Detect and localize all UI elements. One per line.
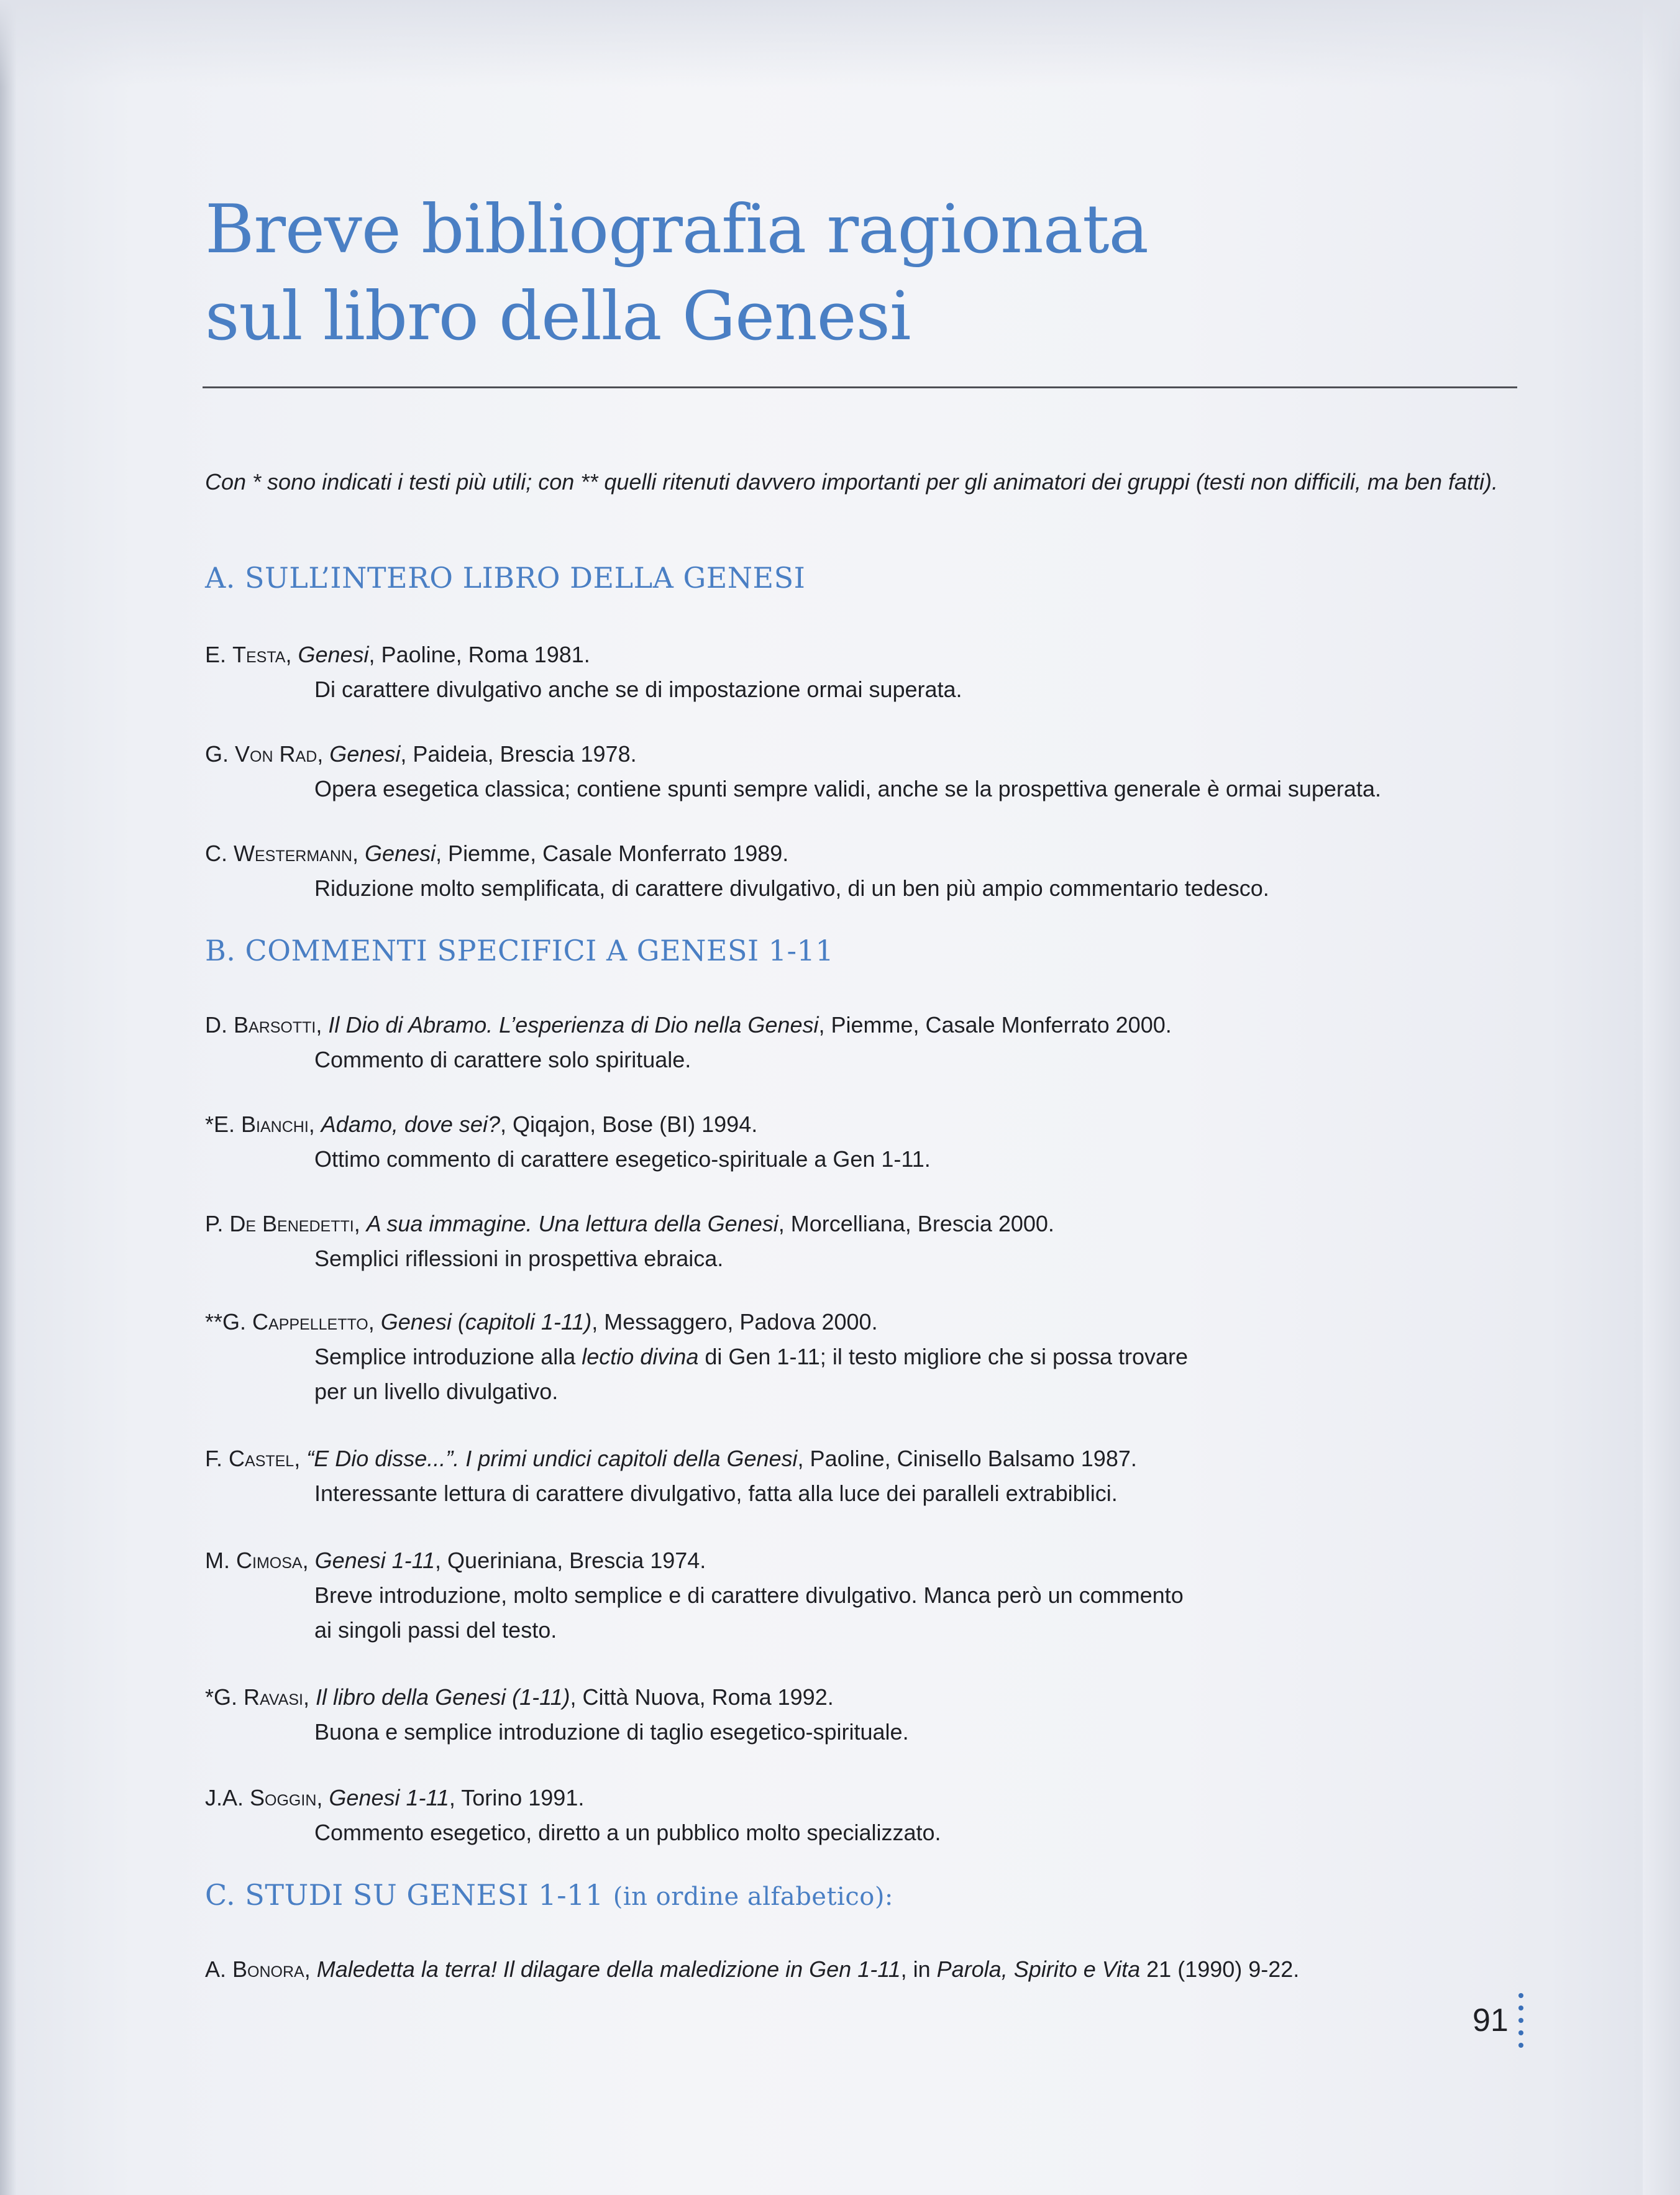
bib-citation: E. Testa, Genesi, Paoline, Roma 1981. (205, 642, 590, 667)
bib-entry-westermann (205, 836, 1528, 906)
bib-entry-bonora (205, 1952, 1528, 1987)
bib-citation: A. Bonora, Maledetta la terra! Il dilagare della maledizione in Gen 1-11, in Parola, Spirito e Vita 21 (1990) 9-22. (205, 1956, 1300, 1982)
bib-entry-ravasi (205, 1680, 1528, 1750)
author-surname: Soggin (250, 1785, 317, 1810)
work-title: Il libro della Genesi (1-11) (315, 1684, 570, 1710)
bib-annotation: Ottimo commento di carattere esegetico-spirituale a Gen 1-11. (314, 1146, 931, 1172)
work-title: Il Dio di Abramo. L’esperienza di Dio nella Genesi (328, 1012, 819, 1038)
bib-entry-barsotti (205, 1008, 1528, 1077)
bib-entry-castel (205, 1441, 1528, 1511)
bib-citation: C. Westermann, Genesi, Piemme, Casale Monferrato 1989. (205, 841, 789, 866)
bib-citation: P. De Benedetti, A sua immagine. Una lettura della Genesi, Morcelliana, Brescia 2000. (205, 1211, 1054, 1236)
author-surname: Cimosa (236, 1548, 303, 1573)
author-surname: Bianchi (241, 1111, 309, 1137)
author-surname: Barsotti (234, 1012, 316, 1038)
bib-annotation: Semplici riflessioni in prospettiva ebraica. (314, 1246, 724, 1271)
bib-citation: M. Cimosa, Genesi 1-11, Queriniana, Brescia 1974. (205, 1548, 706, 1573)
section-c-heading: C. STUDI SU GENESI 1-11 (in ordine alfabetico): (205, 1878, 893, 1912)
author-surname: Bonora (232, 1956, 304, 1982)
intro-note: Con * sono indicati i testi più utili; con ** quelli ritenuti davvero importanti per gli animatori dei gruppi (testi non difficili, ma ben fatti). (205, 469, 1499, 495)
bib-annotation: Breve introduzione, molto semplice e di carattere divulgativo. Manca però un commento (314, 1582, 1184, 1608)
work-title: Genesi (364, 841, 436, 866)
bib-entry-cimosa (205, 1543, 1528, 1648)
section-b-heading: B. COMMENTI SPECIFICI A GENESI 1-11 (205, 934, 834, 967)
bib-entry-vonrad (205, 737, 1528, 806)
bib-annotation-continued: per un livello divulgativo. (314, 1379, 559, 1404)
work-title: A sua immagine. Una lettura della Genesi (366, 1211, 778, 1236)
bib-annotation: Interessante lettura di carattere divulgativo, fatta alla luce dei paralleli extrabiblici. (314, 1481, 1118, 1506)
work-title: Genesi (298, 642, 369, 667)
page-title-line-1: Breve bibliografia ragionata (205, 191, 1148, 268)
journal-title: Parola, Spirito e Vita (936, 1956, 1141, 1982)
bib-annotation: Commento di carattere solo spirituale. (314, 1047, 692, 1072)
page-title-line-2: sul libro della Genesi (205, 278, 911, 355)
author-surname: Westermann (234, 841, 352, 866)
bib-entry-soggin (205, 1781, 1528, 1850)
bib-annotation-continued: ai singoli passi del testo. (314, 1617, 557, 1643)
work-title: Genesi 1-11 (329, 1785, 449, 1810)
bib-citation: **G. Cappelletto, Genesi (capitoli 1-11), Messaggero, Padova 2000. (205, 1309, 878, 1335)
page-right-edge (1643, 0, 1680, 2195)
bib-citation: D. Barsotti, Il Dio di Abramo. L’esperienza di Dio nella Genesi, Piemme, Casale Monferrato 2000. (205, 1012, 1172, 1038)
page-number: 91 (1472, 2002, 1509, 2038)
author-surname: Von Rad (235, 741, 317, 767)
bib-annotation: Riduzione molto semplificata, di carattere divulgativo, di un ben più ampio commentario tedesco. (314, 875, 1269, 901)
author-surname: Ravasi (244, 1684, 303, 1710)
section-a-heading: A. SULL’INTERO LIBRO DELLA GENESI (205, 561, 806, 595)
bib-entry-bianchi (205, 1107, 1528, 1177)
bib-citation: J.A. Soggin, Genesi 1-11, Torino 1991. (205, 1785, 585, 1810)
work-title: Maledetta la terra! Il dilagare della maledizione in Gen 1-11 (316, 1956, 901, 1982)
author-surname: Castel (229, 1446, 294, 1471)
author-surname: Cappelletto (252, 1309, 368, 1335)
bib-citation: G. Von Rad, Genesi, Paideia, Brescia 1978. (205, 741, 637, 767)
bib-citation: *G. Ravasi, Il libro della Genesi (1-11), Città Nuova, Roma 1992. (205, 1684, 834, 1710)
bib-annotation: Semplice introduzione alla lectio divina di Gen 1-11; il testo migliore che si possa trovare (314, 1344, 1189, 1369)
bib-annotation: Commento esegetico, diretto a un pubblico molto specializzato. (314, 1820, 941, 1845)
bib-annotation: Buona e semplice introduzione di taglio esegetico-spirituale. (314, 1719, 909, 1745)
bib-annotation: Opera esegetica classica; contiene spunti sempre validi, anche se la prospettiva generale è ormai superata. (314, 776, 1381, 801)
work-title: Genesi 1-11 (314, 1548, 436, 1573)
page-left-edge (0, 0, 16, 2195)
bib-citation: *E. Bianchi, Adamo, dove sei?, Qiqajon, Bose (BI) 1994. (205, 1111, 758, 1137)
work-title: Adamo, dove sei? (321, 1111, 500, 1137)
author-surname: De Benedetti (229, 1211, 354, 1236)
bib-entry-testa (205, 637, 1528, 707)
bib-citation: F. Castel, “E Dio disse...”. I primi undici capitoli della Genesi, Paoline, Cinisello Balsamo 1987. (205, 1446, 1137, 1471)
page-title (205, 186, 1148, 360)
work-title: Genesi (capitoli 1-11) (380, 1309, 592, 1335)
page-dots-ornament (1518, 1993, 1525, 2055)
work-title: Genesi (329, 741, 401, 767)
bib-annotation: Di carattere divulgativo anche se di impostazione ormai superata. (314, 677, 962, 702)
work-title: “E Dio disse...”. I primi undici capitoli della Genesi (306, 1446, 798, 1471)
title-divider (203, 386, 1517, 388)
author-surname: Testa (232, 642, 286, 667)
page-top-shadow (0, 0, 1680, 87)
bib-entry-debenedetti (205, 1207, 1528, 1276)
bib-entry-cappelletto (205, 1305, 1528, 1409)
